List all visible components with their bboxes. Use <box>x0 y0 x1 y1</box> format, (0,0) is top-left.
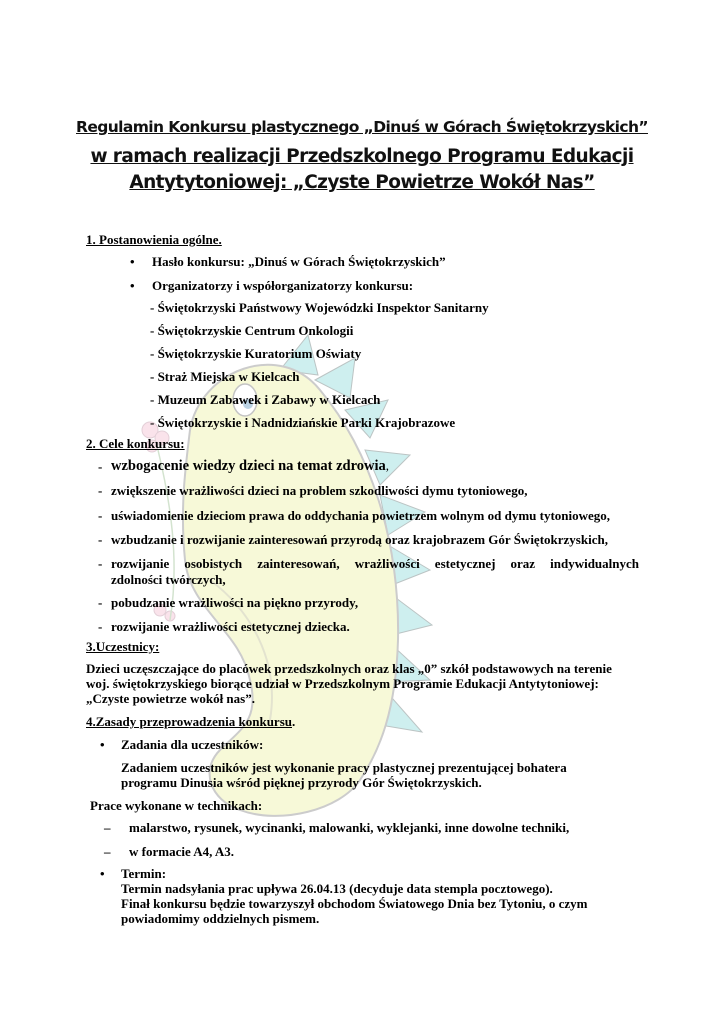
goal-item <box>111 458 389 474</box>
participants-line-2: woj. świętokrzyskiego biorące udział w Przedszkolnym Programie Edukacji Antytytoniowej: <box>86 676 599 691</box>
goal-item: wzbudzanie i rozwijanie zainteresowań przyrodą oraz krajobrazem Gór Świętokrzyskich, <box>111 532 608 547</box>
goal-item: rozwijanie wrażliwości estetycznej dziecka. <box>111 619 350 634</box>
participants-line-3: „Czyste powietrze wokół nas”. <box>86 691 255 706</box>
deadline-label: Termin: <box>121 866 167 881</box>
technique-item: malarstwo, rysunek, wycinanki, malowanki, wyklejanki, inne dowolne techniki, <box>129 820 570 835</box>
organizer-item: - Świętokrzyski Państwowy Wojewódzki Inspektor Sanitarny <box>150 300 489 315</box>
dash-icon: - <box>98 508 103 523</box>
bullet-icon: • <box>130 254 135 269</box>
section-4-heading-tail: . <box>292 714 296 729</box>
section-4-heading <box>86 714 295 730</box>
dash-icon: - <box>98 459 103 474</box>
long-dash-icon: – <box>104 844 111 859</box>
dash-icon: - <box>98 483 103 498</box>
dash-icon: - <box>98 556 103 571</box>
tasks-text-line-1: Zadaniem uczestników jest wykonanie pracy plastycznej prezentującej bohatera <box>121 760 567 775</box>
bullet-icon: • <box>100 737 105 752</box>
dash-icon: - <box>98 532 103 547</box>
section-3-heading: 3.Uczestnicy: <box>86 639 160 654</box>
section-1-heading: 1. Postanowienia ogólne. <box>86 232 222 247</box>
organizer-item: - Świętokrzyskie i Nadnidziańskie Parki Krajobrazowe <box>150 415 456 430</box>
document-title-line-3: Antytytoniowej: „Czyste Powietrze Wokół Nas” <box>129 172 595 193</box>
organizer-item: - Muzeum Zabawek i Zabawy w Kielcach <box>150 392 381 407</box>
goal-item-line-2: zdolności twórczych, <box>111 572 226 587</box>
document-title-line-2: w ramach realizacji Przedszkolnego Programu Edukacji <box>90 146 634 167</box>
contest-slogan: Hasło konkursu: „Dinuś w Górach Świętokrzyskich” <box>152 254 446 269</box>
dash-icon: - <box>98 619 103 634</box>
goal-item-line-1: rozwijanie osobistych zainteresowań, wrażliwości estetycznej oraz indywidualnych <box>111 556 639 571</box>
goal-main-text: wzbogacenie wiedzy dzieci na temat zdrowia <box>111 458 386 474</box>
section-4-heading-text: 4.Zasady przeprowadzenia konkursu <box>86 714 292 729</box>
tasks-text-line-2: programu Dinusia wśród pięknej przyrody Gór Świętokrzyskich. <box>121 775 482 790</box>
deadline-line-3: powiadomimy oddzielnych pismem. <box>121 911 320 926</box>
organizers-label: Organizatorzy i współorganizatorzy konkursu: <box>152 278 414 293</box>
organizer-item: - Świętokrzyskie Centrum Onkologii <box>150 323 354 338</box>
bullet-icon: • <box>130 278 135 293</box>
organizer-item: - Straż Miejska w Kielcach <box>150 369 300 384</box>
goal-item: pobudzanie wrażliwości na piękno przyrody, <box>111 595 359 610</box>
participants-line-1: Dzieci uczęszczające do placówek przedszkolnych oraz klas „0” szkół podstawowych na terenie <box>86 661 612 676</box>
dash-icon: - <box>98 595 103 610</box>
organizer-item: - Świętokrzyskie Kuratorium Oświaty <box>150 346 362 361</box>
document-title-line-1: Regulamin Konkursu plastycznego „Dinuś w Górach Świętokrzyskich” <box>76 118 648 136</box>
techniques-label: Prace wykonane w technikach: <box>90 798 263 813</box>
section-2-heading: 2. Cele konkursu: <box>86 436 185 451</box>
long-dash-icon: – <box>104 820 111 835</box>
deadline-line-1: Termin nadsyłania prac upływa 26.04.13 (decyduje data stempla pocztowego). <box>121 881 553 896</box>
technique-item: w formacie A4, A3. <box>129 844 235 859</box>
goal-tail-text: , <box>385 458 390 473</box>
tasks-label: Zadania dla uczestników: <box>121 737 264 752</box>
bullet-icon: • <box>100 866 105 881</box>
goal-item: zwiększenie wrażliwości dzieci na problem szkodliwości dymu tytoniowego, <box>111 483 528 498</box>
deadline-line-2: Finał konkursu będzie towarzyszył obchodom Światowego Dnia bez Tytoniu, o czym <box>121 896 588 911</box>
goal-item: uświadomienie dzieciom prawa do oddychania powietrzem wolnym od dymu tytoniowego, <box>111 508 611 523</box>
